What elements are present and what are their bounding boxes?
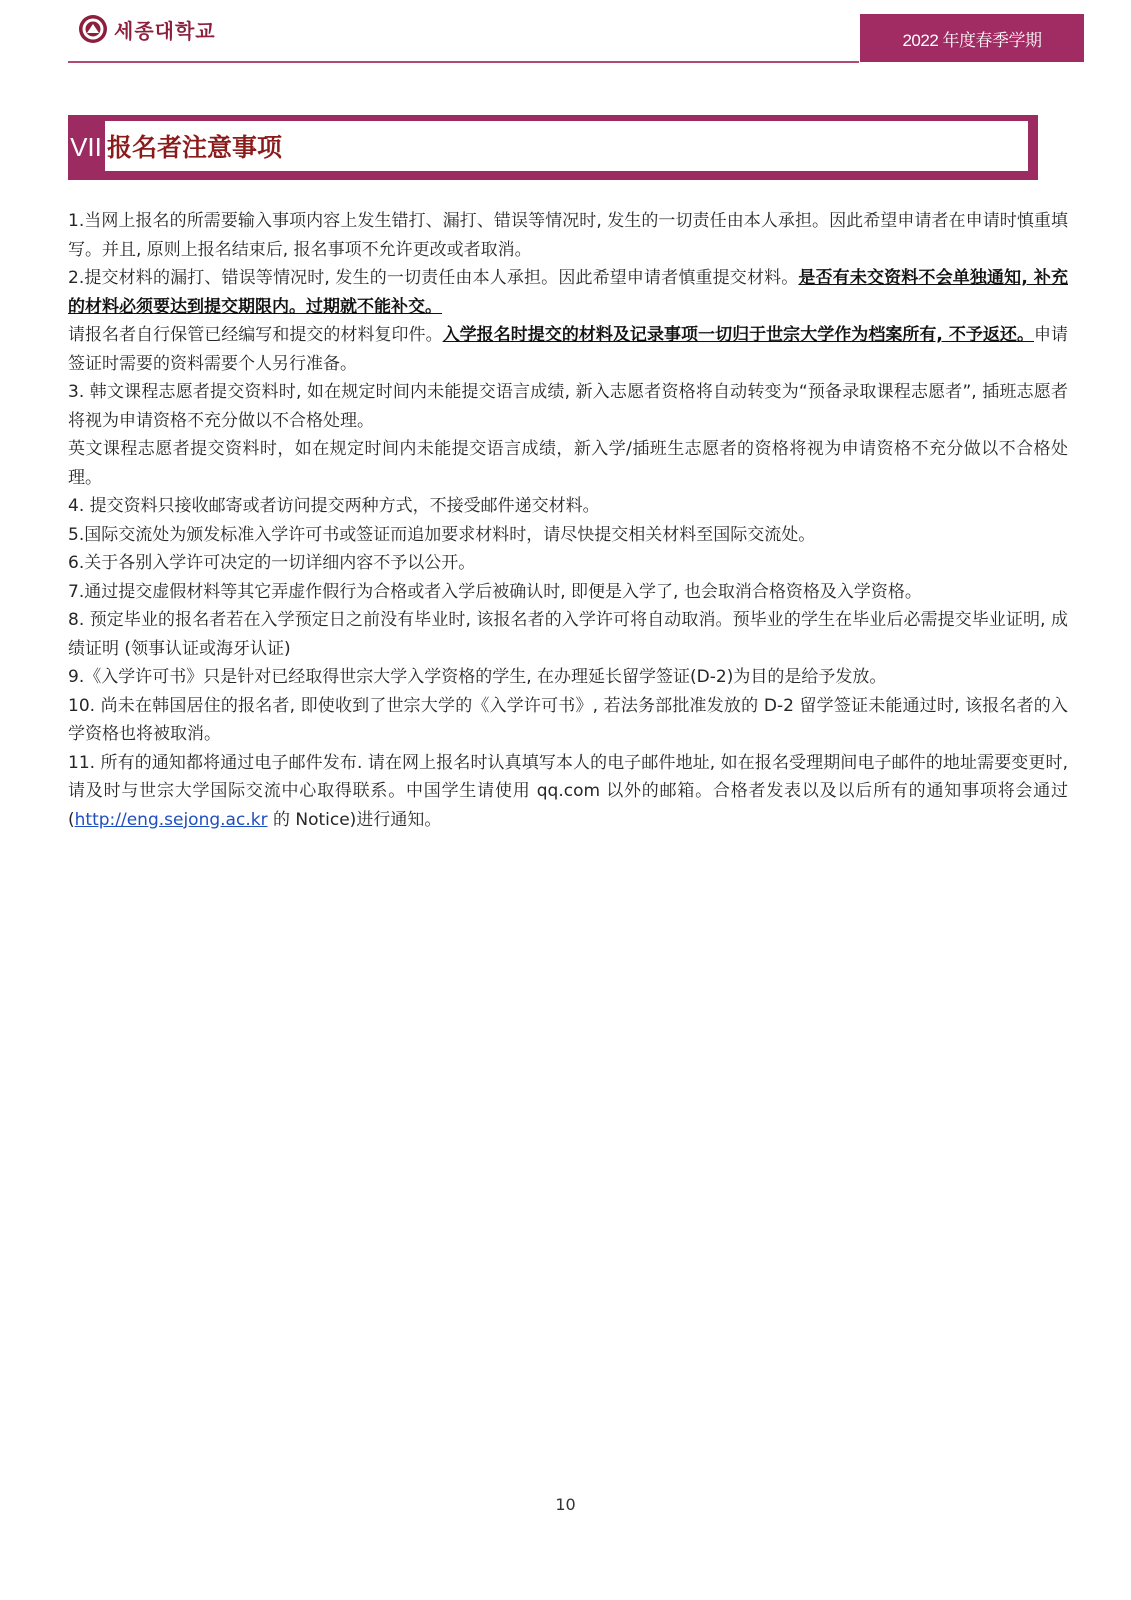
section-title-box — [105, 121, 1028, 171]
notice-item-11-tail: 的 Notice)进行通知。 — [267, 809, 442, 830]
notice-item-2-note-emphasis: 入学报名时提交的材料及记录事项一切归于世宗大学作为档案所有, 不予返还。 — [442, 325, 1034, 345]
notice-item-3-english: 英文课程志愿者提交资料时，如在规定时间内未能提交语言成绩，新入学/插班生志愿者的资格将视为申请资格不充分做以不合格处理。 — [68, 439, 1068, 488]
notice-item-7: 7.通过提交虚假材料等其它弄虚作假行为合格或者入学后被确认时, 即便是入学了, 也会取消合格资格及入学资格。 — [68, 581, 922, 602]
notice-item-2-note-tail: 申请签证时需要的资料需要个人另行准备。 — [68, 325, 1069, 374]
notice-item-2 — [68, 264, 1068, 321]
university-logo — [78, 14, 216, 44]
notice-item-2-note-text: 请报名者自行保管已经编写和提交的材料复印件。 — [68, 325, 443, 345]
notice-item-8: 8. 预定毕业的报名者若在入学预定日之前没有毕业时, 该报名者的入学许可将自动取消。预毕业的学生在毕业后必需提交毕业证明, 成绩证明 (领事认证或海牙认证) — [68, 610, 1068, 659]
sejong-website-link[interactable]: http://eng.sejong.ac.kr — [74, 809, 268, 830]
page-number: 10 — [555, 1495, 576, 1514]
notice-item-5: 5.国际交流处为颁发标准入学许可书或签证而追加要求材料时，请尽快提交相关材料至国际交流处。 — [68, 524, 816, 545]
notice-item-11-text: 11. 所有的通知都将通过电子邮件发布. 请在网上报名时认真填写本人的电子邮件地址, 如在报名受理期间电子邮件的地址需要变更时, 请及时与世宗大学国际交流中心取得联系。中国学生请使用 qq.com 以外的邮箱。合格者发表以及以后所有的通知事项将会通过( — [68, 752, 1068, 830]
notice-item-11 — [68, 749, 1068, 835]
term-badge: 2022 年度春季学期 — [860, 14, 1084, 62]
header-divider — [68, 61, 859, 63]
notice-item-4: 4. 提交资料只接收邮寄或者访问提交两种方式，不接受邮件递交材料。 — [68, 496, 600, 516]
university-seal-icon — [78, 14, 108, 44]
notice-item-9: 9.《入学许可书》只是针对已经取得世宗大学入学资格的学生, 在办理延长留学签证(D-2)为目的是给予发放。 — [68, 667, 887, 687]
university-name: 세종대학교 — [114, 18, 216, 43]
notice-item-6: 6.关于各别入学许可决定的一切详细内容不予以公开。 — [68, 553, 476, 573]
section-header — [68, 115, 1038, 180]
notice-item-2-note — [68, 321, 1068, 378]
notice-item-2-text: 2.提交材料的漏打、错误等情况时, 发生的一切责任由本人承担。因此希望申请者慎重提交材料。 — [68, 268, 799, 288]
notice-item-1: 1.当网上报名的所需要输入事项内容上发生错打、漏打、错误等情况时, 发生的一切责任由本人承担。因此希望申请者在申请时慎重填写。并且, 原则上报名结束后, 报名事项不允许更改或者取消。 — [68, 211, 1068, 260]
notice-item-10: 10. 尚未在韩国居住的报名者, 即使收到了世宗大学的《入学许可书》, 若法务部批准发放的 D-2 留学签证未能通过时, 该报名者的入学资格也将被取消。 — [68, 695, 1068, 744]
section-title: 报名者注意事项 — [107, 133, 283, 162]
notice-item-2-emphasis: 是否有未交资料不会单独通知, 补充的材料必须要达到提交期限内。过期就不能补交。 — [68, 268, 1068, 317]
notice-item-3: 3. 韩文课程志愿者提交资料时, 如在规定时间内未能提交语言成绩, 新入志愿者资格将自动转变为“预备录取课程志愿者”, 插班志愿者将视为申请资格不充分做以不合格处理。 — [68, 382, 1068, 431]
notice-list — [68, 207, 1068, 834]
section-number: VII — [70, 132, 102, 162]
